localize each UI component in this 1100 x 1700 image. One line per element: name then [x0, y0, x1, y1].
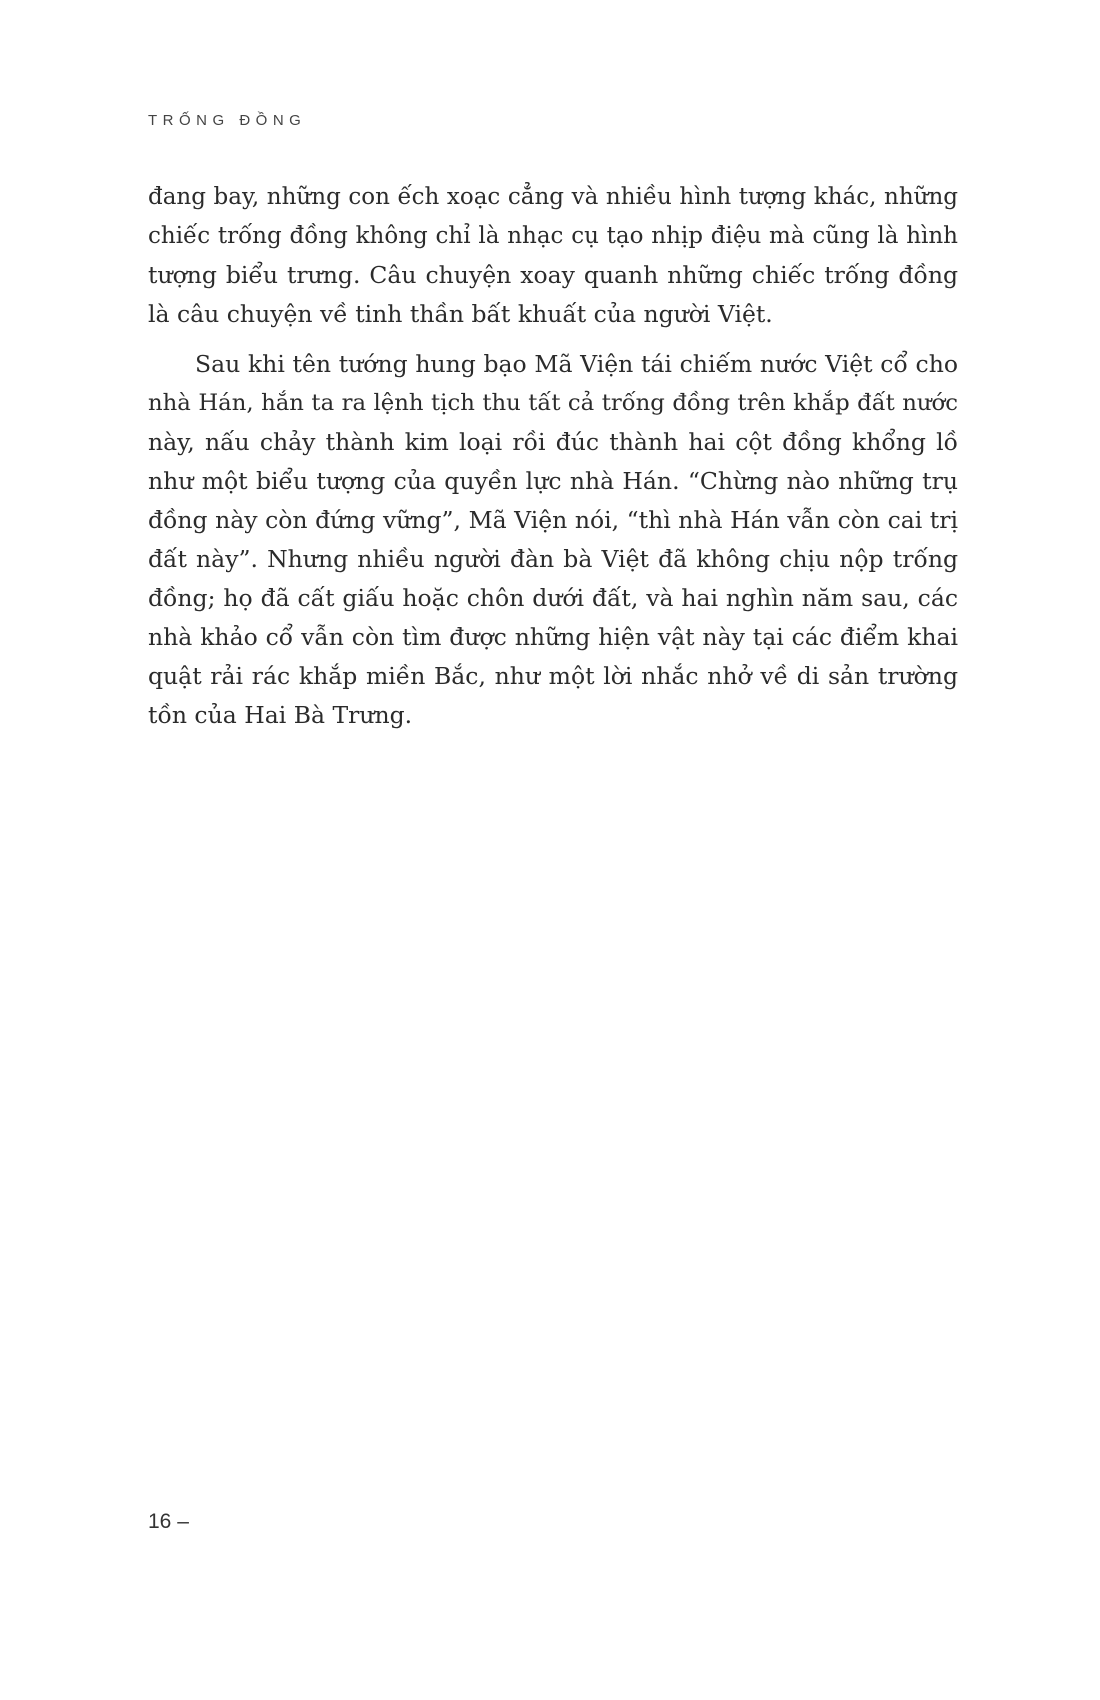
text-line: nhà Hán, hắn ta ra lệnh tịch thu tất cả trống đồng trên khắp đất nước	[148, 390, 958, 416]
page-number: 16 –	[148, 1510, 189, 1533]
text-line: đất này”. Nhưng nhiều người đàn bà Việt đã không chịu nộp trống	[148, 545, 958, 573]
text-line: tồn của Hai Bà Trưng.	[148, 701, 413, 729]
text-line: Sau khi tên tướng hung bạo Mã Viện tái chiếm nước Việt cổ cho	[195, 350, 958, 378]
text-line: tượng biểu trưng. Câu chuyện xoay quanh những chiếc trống đồng	[148, 261, 958, 289]
text-line: đồng này còn đứng vững”, Mã Viện nói, “thì nhà Hán vẫn còn cai trị	[148, 506, 958, 534]
body-text	[148, 178, 958, 735]
text-line: là câu chuyện về tinh thần bất khuất của người Việt.	[148, 300, 773, 328]
text-line: đồng; họ đã cất giấu hoặc chôn dưới đất, và hai nghìn năm sau, các	[148, 584, 958, 612]
text-line: này, nấu chảy thành kim loại rồi đúc thành hai cột đồng khổng lồ	[148, 428, 958, 456]
paragraph-1	[148, 178, 958, 334]
text-line: như một biểu tượng của quyền lực nhà Hán. “Chừng nào những trụ	[148, 467, 958, 495]
running-head: TRỐNG ĐỒNG	[148, 112, 307, 129]
paragraph-2	[148, 345, 958, 735]
text-line: chiếc trống đồng không chỉ là nhạc cụ tạo nhịp điệu mà cũng là hình	[148, 223, 958, 249]
text-line: nhà khảo cổ vẫn còn tìm được những hiện vật này tại các điểm khai	[148, 623, 958, 651]
text-line: đang bay, những con ếch xoạc cẳng và nhiều hình tượng khác, những	[148, 184, 958, 210]
text-line: quật rải rác khắp miền Bắc, như một lời nhắc nhở về di sản trường	[148, 662, 958, 690]
